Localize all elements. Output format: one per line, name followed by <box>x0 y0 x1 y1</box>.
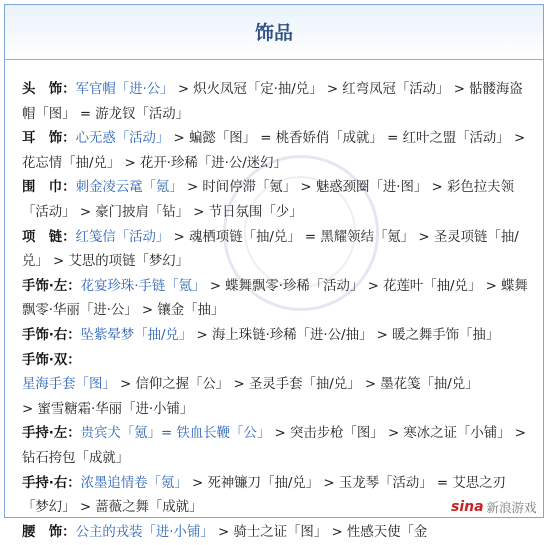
item-chain: > 信仰之握「公」 > 圣灵手套「抽/兑」 > 墨花笺「抽/兑」 <box>115 377 479 393</box>
best-item: 贵宾犬「氪」= 铁血长鞭「公」 <box>80 426 271 442</box>
item-chain: > 突击步枪「图」 > 寒冰之证「小铺」 > <box>270 426 527 442</box>
item-chain-continued: 花忘情「抽/兑」 > 花开·珍稀「进·公/迷幻」 <box>22 155 287 171</box>
best-item: 公主的戎装「进·小铺」 <box>75 524 214 540</box>
list-item <box>22 521 537 545</box>
slot-label: 围 巾： <box>22 180 76 196</box>
best-item: 花宴珍珠·手链「氪」 <box>80 278 206 294</box>
item-chain-continued: 钻石挎包「成就」 <box>22 450 130 466</box>
item-chain: > 海上珠链·珍稀「进·公/抽」 > 暖之舞手饰「抽」 <box>192 327 500 343</box>
list-item <box>22 127 537 176</box>
slot-label: 手持·左： <box>22 426 81 442</box>
slot-label: 手持·右： <box>22 475 81 491</box>
slot-label: 腰 饰： <box>22 524 76 540</box>
header-bar <box>5 5 543 60</box>
item-chain: > 时间停滞「氪」 > 魅惑颈圈「进·图」 > 彩色拉夫领 <box>182 180 514 196</box>
item-chain: > 骑士之证「图」 > 性感天使「金 <box>213 524 428 540</box>
item-chain-continued: 飘零·华丽「进·公」 > 镶金「抽」 <box>22 303 225 319</box>
best-item: 刺金凌云鼋「氪」 <box>75 180 183 196</box>
best-item: 浓墨追情卷「氪」 <box>80 475 188 491</box>
list-item <box>22 349 537 423</box>
logo-mark: sina <box>451 499 484 515</box>
best-item: 坠紫晕梦「抽/兑」 <box>80 327 193 343</box>
accessory-list <box>22 78 537 545</box>
best-item: 红笺信「活动」 <box>75 229 170 245</box>
item-chain-continued: 帽「图」 = 游龙钗「活动」 <box>22 106 190 122</box>
slot-label: 项 链： <box>22 229 76 245</box>
item-chain-continued: > 蜜雪糖霜·华丽「进·小铺」 <box>22 401 194 417</box>
list-item <box>22 324 537 349</box>
slot-label: 手饰·双： <box>22 352 81 368</box>
slot-label: 头 饰： <box>22 82 76 97</box>
list-item <box>22 176 537 225</box>
item-chain-continued: 兑」 > 艾思的项链「梦幻」 <box>22 254 190 270</box>
item-chain: > 炽火凤冠「定·抽/兑」 > 红弯凤冠「活动」 > 骷髅海盗 <box>173 82 523 97</box>
slot-label: 手饰·左： <box>22 278 81 294</box>
item-chain: > 魂栖项链「抽/兑」 = 黑耀领结「氪」 > 圣灵项链「抽/ <box>169 229 519 245</box>
logo-text: 新浪游戏 <box>486 500 537 515</box>
list-item <box>22 422 537 471</box>
best-item: 星海手套「图」 <box>22 377 116 393</box>
item-chain-continued: 「活动」 > 豪门披肩「钻」 > 节日氛围「少」 <box>22 204 303 220</box>
sina-games-logo <box>451 495 550 519</box>
item-chain: > 蝶舞飘零·珍稀「活动」 > 花莲叶「抽/兑」 > 蝶舞 <box>205 278 528 294</box>
best-item: 军官帽「进·公」 <box>75 82 174 97</box>
item-chain-continued: 「梦幻」 > 蔷薇之舞「成就」 <box>22 500 203 516</box>
slot-label: 手饰·右： <box>22 327 81 343</box>
item-chain: > 死神镰刀「抽/兑」 > 玉龙琴「活动」 = 艾思之刃 <box>187 475 506 491</box>
list-item <box>22 275 537 324</box>
slot-label: 耳 饰： <box>22 131 76 147</box>
content-frame <box>4 4 544 540</box>
list-item <box>22 78 537 127</box>
page-title: 饰品 <box>254 22 293 44</box>
best-item: 心无惑「活动」 <box>75 131 170 147</box>
list-item <box>22 226 537 275</box>
item-chain: > 蝙懿「图」 = 桃香娇俏「成就」 = 红叶之盟「活动」 > <box>169 131 526 147</box>
